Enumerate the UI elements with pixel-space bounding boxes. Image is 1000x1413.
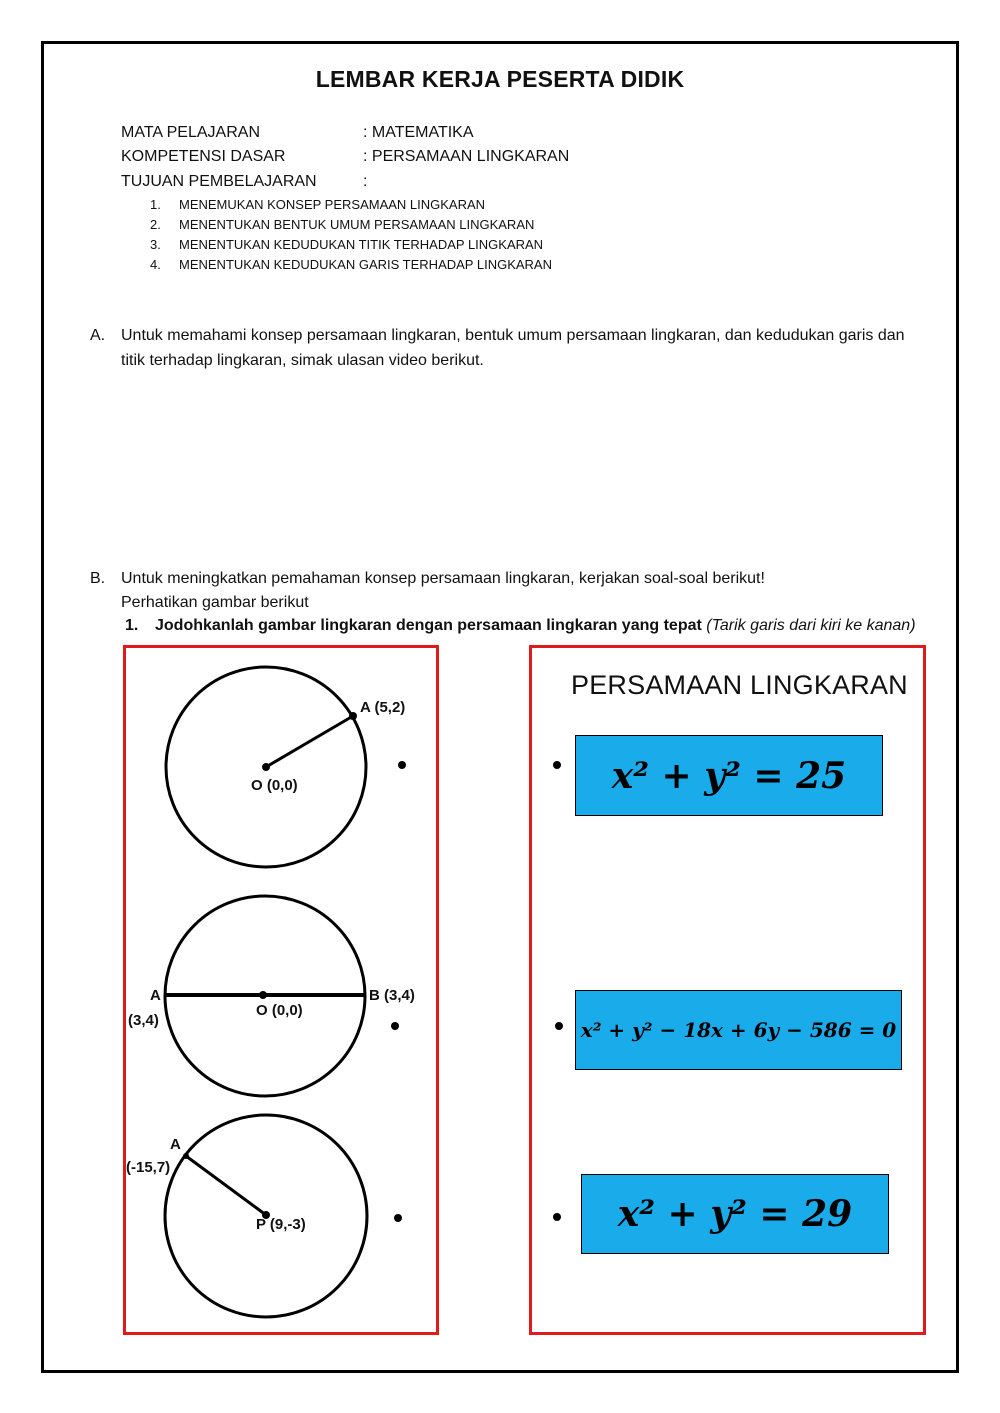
objective-item: 2. MENENTUKAN BENTUK UMUM PERSAMAAN LINGKARAN: [150, 217, 535, 232]
left-match-dot-1[interactable]: [398, 761, 406, 769]
question-1: 1. Jodohkanlah gambar lingkaran dengan persamaan lingkaran yang tepat (Tarik garis dari kiri ke kanan): [125, 617, 916, 634]
question-1-hint: (Tarik garis dari kiri ke kanan): [706, 617, 916, 634]
competence-label: KOMPETENSI DASAR: [121, 148, 286, 165]
circle-3-point-coord: (-15,7): [126, 1159, 171, 1176]
question-1-text: Jodohkanlah gambar lingkaran dengan persamaan lingkaran yang tepat: [155, 617, 702, 634]
circle-2-point-a-coord: (3,4): [128, 1012, 159, 1029]
equation-box-3: [581, 1174, 889, 1254]
circle-1-radius: [266, 716, 353, 767]
circle-2-center-point: [259, 991, 267, 999]
section-a-letter: A.: [90, 327, 106, 344]
circle-3-center-label: P (9,-3): [256, 1216, 306, 1233]
subject-label: MATA PELAJARAN: [121, 124, 260, 141]
equation-box-1: [575, 735, 883, 816]
goal-label: TUJUAN PEMBELAJARAN: [121, 173, 317, 190]
worksheet-title: LEMBAR KERJA PESERTA DIDIK: [315, 66, 685, 92]
equation-box-2: [575, 990, 902, 1070]
equation-2: x² + y² − 18x + 6y − 586 = 0: [580, 1018, 897, 1042]
circle-1-center-label: O (0,0): [251, 777, 298, 794]
circle-2-point-b-label: B (3,4): [369, 987, 415, 1004]
objective-item: 4. MENENTUKAN KEDUDUKAN GARIS TERHADAP LINGKARAN: [150, 257, 552, 272]
left-match-dot-2[interactable]: [391, 1022, 399, 1030]
right-match-dot-3[interactable]: [553, 1213, 561, 1221]
subject-value: : MATEMATIKA: [363, 124, 474, 141]
equation-1: x² + y² = 25: [611, 754, 847, 797]
competence-value: : PERSAMAAN LINGKARAN: [363, 148, 570, 165]
section-b-line2: Perhatikan gambar berikut: [121, 594, 309, 611]
circle-1-point-a: [349, 712, 357, 720]
objective-item: 1. MENEMUKAN KONSEP PERSAMAAN LINGKARAN: [150, 197, 486, 212]
circle-3-radius: [186, 1156, 266, 1215]
circle-1-point-label: A (5,2): [360, 699, 406, 716]
section-b-letter: B.: [90, 570, 106, 587]
circle-2-center-label: O (0,0): [256, 1002, 303, 1019]
circle-1-center-point: [262, 763, 270, 771]
goal-value: :: [363, 173, 368, 190]
equations-title: PERSAMAAN LINGKARAN: [571, 670, 908, 700]
equation-3: x² + y² = 29: [617, 1193, 853, 1235]
circle-2-point-a-name: A: [150, 987, 161, 1004]
left-match-dot-3[interactable]: [394, 1214, 402, 1222]
circle-3-point-a: [183, 1153, 189, 1159]
right-match-dot-1[interactable]: [553, 761, 561, 769]
objective-item: 3. MENENTUKAN KEDUDUKAN TITIK TERHADAP LINGKARAN: [150, 237, 544, 252]
circle-3-point-name: A: [170, 1136, 181, 1153]
right-match-dot-2[interactable]: [555, 1022, 563, 1030]
section-b-line1: Untuk meningkatkan pemahaman konsep persamaan lingkaran, kerjakan soal-soal berikut!: [121, 570, 765, 587]
section-a-text: Untuk memahami konsep persamaan lingkaran, bentuk umum persamaan lingkaran, dan kedudukan garis dan titik terhadap lingkaran, simak ulasan video berikut.: [121, 327, 905, 369]
